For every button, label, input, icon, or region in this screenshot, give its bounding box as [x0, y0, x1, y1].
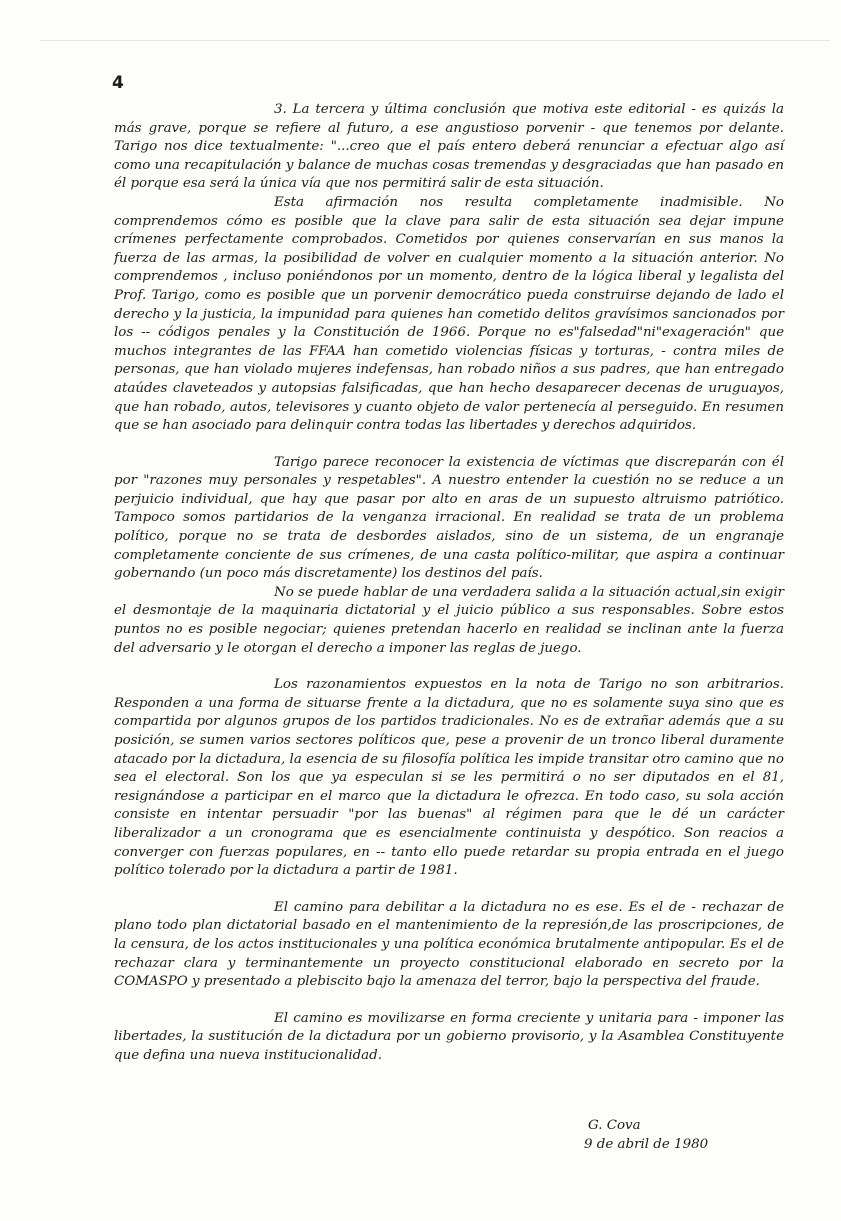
editorial-body [114, 101, 784, 1066]
paragraph-real-exit: No se puede hablar de una verdadera salida a la situación actual,sin exigir el desmontaje de la maquinaria dictatorial y el juicio público a sus responsables. Sobre estos puntos no es posible negociar; quienes pretendan hacerlo en realidad se inclinan ante la fuerza del adversario y le otorgan el derecho a imponer las reglas de juego. [114, 584, 784, 656]
signature-date: 9 de abril de 1980 [584, 1137, 709, 1152]
page-edge-line [40, 40, 830, 41]
paragraph-reasoning: Los razonamientos expuestos en la nota de Tarigo no son arbitrarios. Responden a una forma de situarse frente a la dictadura, que no es solamente suya sino que es compartida por algunos grupos de los partidos tradicionales. No es de extrañar además que a su posición, se sumen varios sectores políticos que, pese a provenir de un tronco liberal duramente atacado por la dictadura, la esencia de su filosofía política les impide transitar otro camino que no sea el electoral. Son los que ya especulan si se les permitirá o no ser diputados en el 81, resignándose a participar en el marco que la dictadura le ofrezca. En todo caso, su sola acción consiste en intentar persuadir "por las buenas" al régimen para que le dé un carácter liberalizador a un cronograma que es esencialmente continuista y despótico. Son reacios a converger con fuerzas populares, en -- tanto ello puede retardar su propia entrada en el juego político tolerado por la dictadura a partir de 1981. [114, 677, 784, 879]
paragraph-path-mobilize: El camino es movilizarse en forma creciente y unitaria para - imponer las libertades, la sustitución de la dictadura por un gobierno provisorio, y la Asamblea Constituyente que defina una nueva institucionalidad. [114, 1010, 784, 1063]
paragraph-victims: Tarigo parece reconocer la existencia de víctimas que discreparán con él por "razones muy personales y respetables". A nuestro entender la cuestión no se reduce a un perjuicio individual, que hay que pasar por alto en aras de un supuesto altruismo patriótico. Tampoco somos partidarios de la venganza irracional. En realidad se trata de un problema político, porque no se trata de desbordes aislados, sino de un sistema, de un engranaje completamente conciente de sus crímenes, de una casta político-militar, que aspira a continuar gobernando (un poco más discretamente) los destinos del país. [114, 454, 784, 582]
paragraph-third-conclusion: 3. La tercera y última conclusión que motiva este editorial - es quizás la más grave, porque se refiere al futuro, a ese angustioso porvenir - que tenemos por delante. Tarigo nos dice textualmente: "...creo que el país entero deberá renunciar a efectuar algo así como una recapitulación y balance de muchas cosas tremendas y desgraciadas que han pasado en él porque esa será la única vía que nos permitirá salir de esta situación. [114, 102, 784, 192]
page-number: 4 [112, 73, 124, 93]
author-name: G. Cova [588, 1118, 641, 1133]
paragraph-affirmation: Esta afirmación nos resulta completamente inadmisible. No comprendemos cómo es posible que la clave para salir de esta situación sea dejar impune crímenes perfectamente comprobados. Cometidos por quienes conservarían en sus manos la fuerza de las armas, la posibilidad de volver en cualquier momento a la situación anterior. No comprendemos , incluso poniéndonos por un momento, dentro de la lógica liberal y legalista del Prof. Tarigo, como es posible que un porvenir democrático pueda construirse dejando de lado el derecho y la justicia, la impunidad para quienes han cometido delitos gravísimos sancionados por los -- códigos penales y la Constitución de 1966. Porque no es"falsedad"ni"exageración" que muchos integrantes de las FFAA han cometido violencias físicas y torturas, - contra miles de personas, que han violado mujeres indefensas, han robado niños a sus padres, que han entregado ataúdes claveteados y autopsias falsificadas, que han hecho desaparecer decenas de uruguayos, que han robado, autos, televisores y cuanto objeto de valor pertenecía al perseguido. En resumen que se han asociado para delinquir contra todas las libertades y derechos adquiridos. [114, 194, 784, 434]
signature-block [584, 1116, 708, 1154]
paragraph-path-weaken: El camino para debilitar a la dictadura no es ese. Es el de - rechazar de plano todo plan dictatorial basado en el mantenimiento de la represión,de las proscripciones, de la censura, de los actos institucionales y una política económica brutalmente antipopular. Es el de rechazar clara y terminantemente un proyecto constitucional elaborado en secreto por la COMASPO y presentado a plebiscito bajo la amenaza del terror, bajo la perspectiva del fraude. [114, 899, 784, 990]
